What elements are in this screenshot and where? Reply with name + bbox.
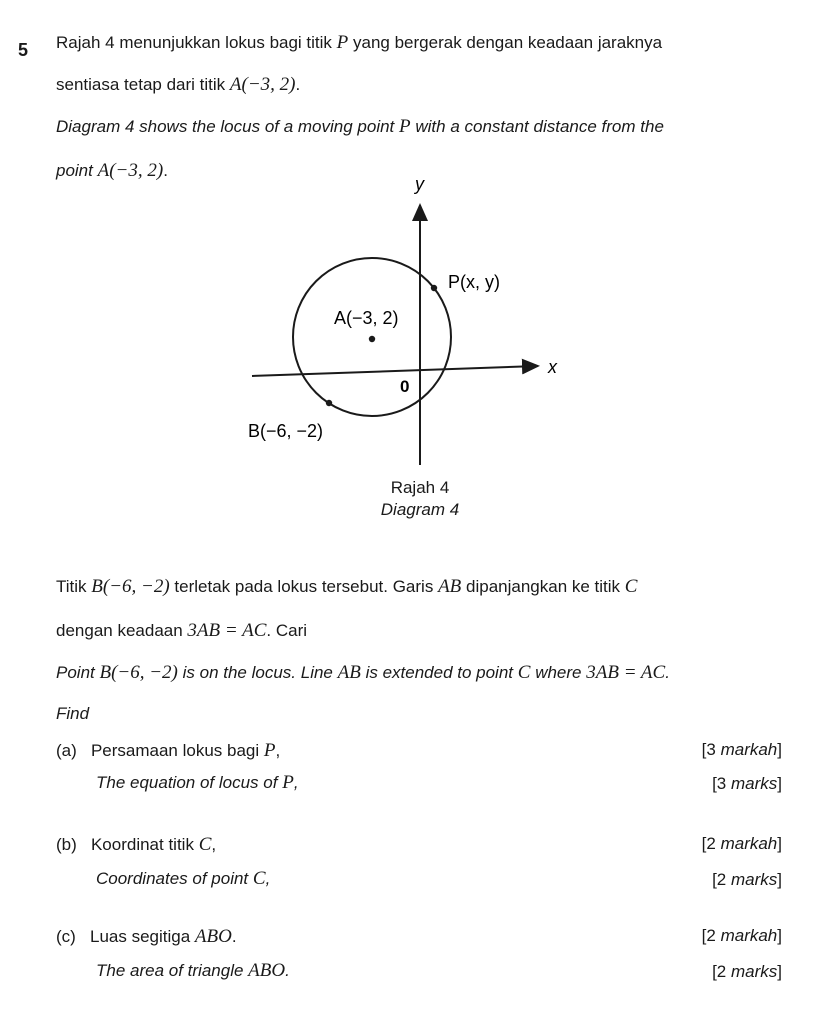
line-ab-symbol: AB: [337, 662, 361, 683]
point-b-coordinates: B(−6, −2): [91, 576, 170, 597]
point-b-coordinates: B(−6, −2): [99, 662, 178, 683]
part-label: (c): [56, 927, 76, 946]
part-label: (a): [56, 741, 77, 760]
part-a-marks-english: [3 marks]: [712, 774, 782, 793]
given-malay-line2: dengan keadaan 3AB = AC. Cari: [56, 620, 308, 641]
point-a-dot: [369, 336, 375, 342]
part-label: (b): [56, 835, 77, 854]
y-axis-label: y: [415, 174, 424, 194]
diagram-caption-malay: Rajah 4: [390, 478, 450, 497]
question-number: 5: [18, 40, 29, 60]
point-p-dot: [431, 285, 437, 291]
intro-english-line1: Diagram 4 shows the locus of a moving point P with a constant distance from the: [56, 116, 664, 137]
point-p-symbol: P: [336, 32, 349, 53]
origin-label: 0: [400, 377, 410, 396]
part-c-english: The area of triangle ABO.: [96, 960, 290, 981]
point-p-label: P(x, y): [448, 272, 500, 292]
relation-3ab-ac: 3AB = AC: [586, 662, 666, 683]
x-axis: [252, 366, 538, 376]
intro-malay-line1: Rajah 4 menunjukkan lokus bagi titik P yang bergerak dengan keadaan jaraknya: [56, 32, 663, 53]
given-english-line1: Point B(−6, −2) is on the locus. Line AB is extended to point C where 3AB = AC.: [56, 662, 670, 683]
part-c-marks-malay: [2 markah]: [701, 926, 782, 945]
point-c-symbol: C: [517, 662, 531, 683]
part-c-marks-english: [2 marks]: [712, 962, 782, 981]
part-b-malay: (b) Koordinat titik C,: [56, 834, 217, 855]
intro-malay-line2: sentiasa tetap dari titik A(−3, 2).: [56, 74, 301, 95]
part-a-english: The equation of locus of P,: [96, 772, 299, 793]
point-b-dot: [326, 400, 332, 406]
point-a-coordinates: A(−3, 2): [229, 74, 296, 95]
part-c-malay: (c) Luas segitiga ABO.: [56, 926, 237, 947]
given-malay-line1: Titik B(−6, −2) terletak pada lokus tersebut. Garis AB dipanjangkan ke titik C: [56, 576, 638, 597]
relation-3ab-ac: 3AB = AC: [187, 620, 267, 641]
part-a-malay: (a) Persamaan lokus bagi P,: [56, 740, 281, 761]
intro-english-line2: point A(−3, 2).: [56, 160, 168, 181]
point-p-symbol: P: [399, 116, 411, 137]
part-b-marks-malay: [2 markah]: [701, 834, 782, 853]
x-axis-label: x: [548, 357, 557, 377]
part-a-marks-malay: [3 markah]: [701, 740, 782, 759]
point-a-label: A(−3, 2): [334, 308, 399, 328]
point-b-label: B(−6, −2): [248, 421, 324, 441]
point-a-coordinates: A(−3, 2): [97, 160, 164, 181]
part-b-marks-english: [2 marks]: [712, 870, 782, 889]
diagram-caption-english: Diagram 4: [380, 500, 460, 519]
line-ab-symbol: AB: [438, 576, 462, 597]
point-c-symbol: C: [624, 576, 638, 597]
part-b-english: Coordinates of point C,: [96, 868, 271, 889]
find-label: Find: [56, 704, 90, 723]
